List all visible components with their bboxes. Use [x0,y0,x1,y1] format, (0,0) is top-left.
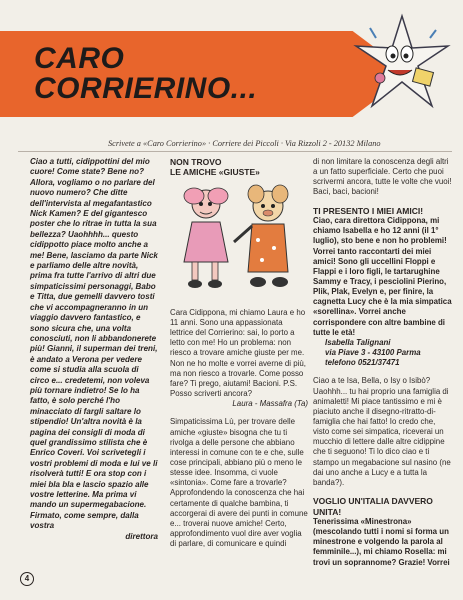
letter-2-reply: Ciao a te Isa, Bella, o Isy o Isibò? Uaohhh... tu hai proprio una famiglia di animaletti! Mi piace tantissimo e mi è piaciuto anche il disegno-ritratto-di-famiglia che hai fatto! Io credo che, visto come sei simpatica, riceverai un mucchio di lettere dalle altre cidippine che ti seguono! Ti lo dico ciao e ti stampo un megabacione sul nasino (ne dai uno anche a Lucy e a tutta la banda?). [313,376,451,487]
letter-2-body: Ciao, cara direttora Cidippona, mi chiamo Isabella e ho 12 anni (il 1° luglio), sto bene e non ho problemi! Vorrei tanto raccontarti dei miei amici! Sono gli uccellini Floppi e Flappi e i loro figli, le tartarughine Sammy e Tracy, i pesciolini Pierino, Plik, Plak, Evelyn e, per finire, la cagnetta Lucy che è la mia simpatica «sorellina». Vorrei anche corrispondere con altre bambine di tutte le età! [313,216,452,337]
starfish-mascot-icon [352,8,452,120]
column-editorial [30,157,158,542]
letter-1-reply-continued: di non limitare la conoscenza degli altri a un fatto superficiale. Certo che puoi scrivermi ancora, tutte le volte che vuoi! Baci, baci, bacioni! [313,157,452,197]
column-letters-2-3 [313,157,453,568]
letter-2-name: Isabella Talignani [325,337,391,347]
letter-1-title-line-1: NON TROVO [170,157,222,167]
divider [18,151,452,152]
letter-3-title: VOGLIO UN'ITALIA DAVVERO UNITA! [313,496,433,517]
page-title [34,44,257,104]
page-number: 4 [20,572,34,586]
title-line-2: CORRIERINO... [34,72,258,105]
letter-1-title-line-2: LE AMICHE «GIUSTE» [170,167,260,178]
two-girls-illustration [170,182,308,300]
title-line-1: CARO [34,42,125,75]
letter-3-body: Tenerissima «Minestrona» (mescolando tutti i nomi si forma un minestrone e volgendo la parola al femminile...), mi chiamo Rosella: mi trovi un soprannome? Grazie! Vorrei [313,516,450,567]
letter-2-title: TI PRESENTO I MIEI AMICI! [313,205,424,216]
letter-1-signature: Laura - Massafra (Ta) [232,399,308,409]
letter-2-address: via Piave 3 - 43100 Parma [325,348,421,358]
letter-1-reply: Simpaticissima Lù, per trovare delle amiche «giuste» bisogna che tu ti rivolga a delle persone che abbiano interessi in comune con te e che, sulle cose principali, abbiano più o meno le stesse idee. Insomma, ci vuole «sintonia». Come fare a trovarle? Approfondendo la conoscenza che hai certamente di qualche bambina, ti accorgerai di avere dei punti in comune e... troverai nuove amiche! Certo, approfondimento vuol dire aver voglia di parlare, di comunicare e quindi [170,417,308,549]
editorial-text: Ciao a tutti, cidippottini del mio cuore! Come state? Bene no? Allora, vogliamo o no parlare del nuovo numero? Che ditte dell'intervista al megafantastico Nick Kamen? E del gigantesco poster che lo ritrae in tutta la sua bellezza? Uaohhhh... questo cidippotto piace molto anche a me! Bene, lasciamo da parte Nick e parliamo delle altre novità, prima fra tutte l'arrivo di altri due simpaticissimi personaggi, Babo e Titta, due gemelli davvero tosti che vi accompagneranno in un viaggio davvero fantastico, e sono sicura che, una volta conosciuti, non li abbandonerete più! Gianni, il superman dei treni, è andato a Verona per vedere come si studia alla scuola di circo e... credetemi, non voleva più tornare indietro! Se lo ha fatto, è solo perché l'ho minacciato di fargli saltare lo stipendio! Un'altra novità è la pagina dei consigli di moda di quel grandissimo stilista che è Enrico Coveri. Voi scrivetegli i vostri problemi di moda e lui ve li risolverà tutti! E ora stop con i miei bla bla e lascio spazio alle vostre letterine. Ma prima vi mando un supermegabacione. Firmato, come sempre, dalla vostra [30,157,158,531]
editorial-signoff: direttora [125,531,158,541]
address-line: Scrivete a «Caro Corrierino» · Corriere dei Piccoli · Via Rizzoli 2 - 20132 Milano [108,139,381,148]
letter-1-body: Cara Cidippona, mi chiamo Laura e ho 11 anni. Sono una appassionata lettrice del Corrierino: sai, lo porto a letto con me! Ho un problema: non riesco a trovare amiche giuste per me. Non ne ho molte e vorrei averne di più, ma non riesco a trovarle. Come posso fare? Ti prego, aiutami! Bacioni. P.S. Posso scriverti ancora? [170,307,306,399]
letter-2-phone: telefono 0521/37471 [325,358,400,368]
column-letter-1 [170,157,308,549]
